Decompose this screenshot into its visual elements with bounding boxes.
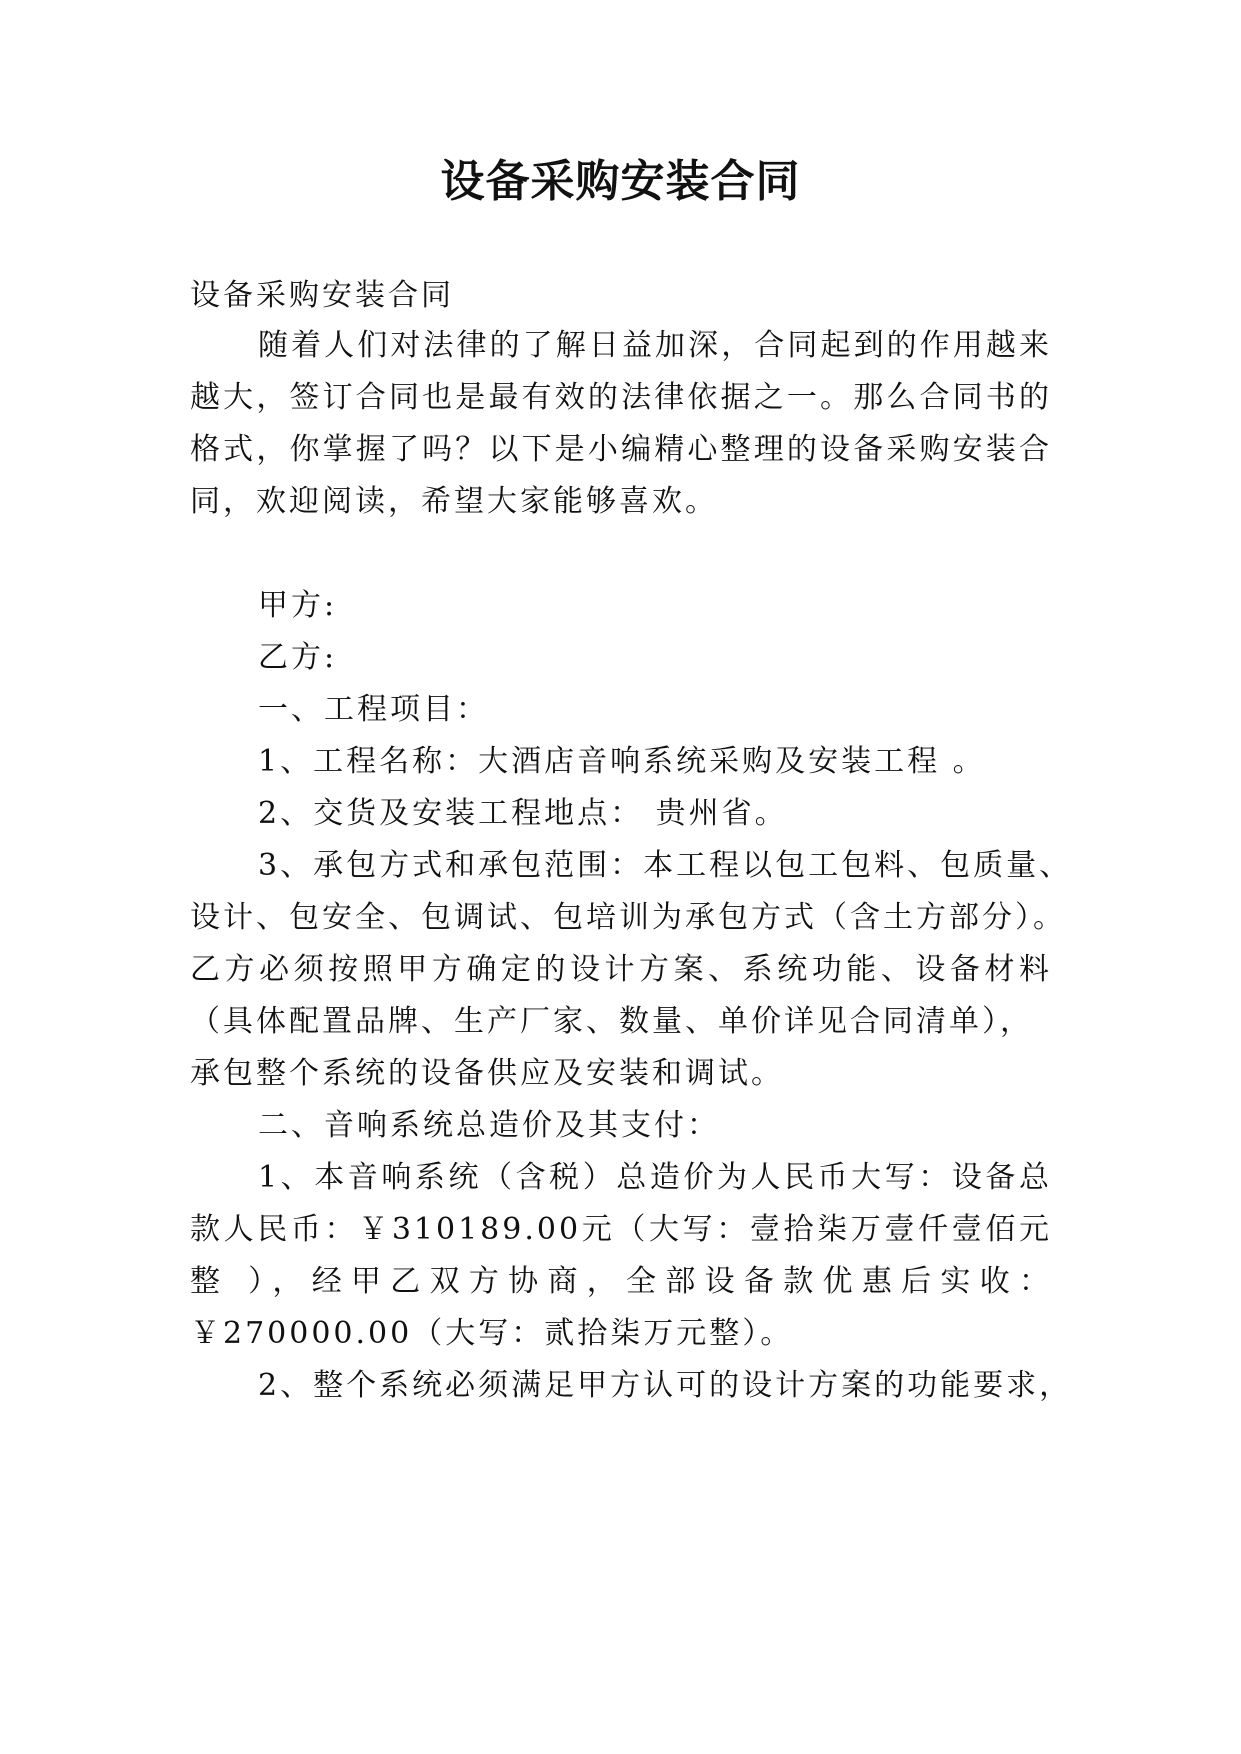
clause-line: 设计、包安全、包调试、包培训为承包方式（含土方部分）。 <box>190 900 1066 935</box>
document-subtitle: 设备采购安装合同 <box>190 278 454 313</box>
clause-line: （具体配置品牌、生产厂家、数量、单价详见合同清单）， <box>190 1004 1033 1039</box>
intro-line: 越大，签订合同也是最有效的法律依据之一。那么合同书的 <box>190 380 1052 415</box>
clause-line: 3、承包方式和承包范围：本工程以包工包料、包质量、 <box>258 848 1073 883</box>
clause-line: 乙方必须按照甲方确定的设计方案、系统功能、设备材料 <box>190 952 1052 987</box>
section-heading: 二、音响系统总造价及其支付： <box>258 1108 720 1143</box>
document-title: 设备采购安装合同 <box>440 156 801 207</box>
party-a-label: 甲方: <box>258 588 338 623</box>
clause-line: 1、本音响系统（含税）总造价为人民币大写：设备总 <box>258 1160 1052 1195</box>
clause-line: 款人民币：￥310189.00元（大写：壹拾柒万壹仟壹佰元 <box>190 1212 1052 1247</box>
intro-line: 随着人们对法律的了解日益加深，合同起到的作用越来 <box>258 328 1052 363</box>
intro-line: 同，欢迎阅读，希望大家能够喜欢。 <box>190 484 718 519</box>
party-b-label: 乙方: <box>258 640 338 675</box>
clause-line: 承包整个系统的设备供应及安装和调试。 <box>190 1056 784 1091</box>
clause-line: ￥270000.00（大写：贰拾柒万元整）。 <box>190 1316 794 1351</box>
clause-item: 2、整个系统必须满足甲方认可的设计方案的功能要求， <box>258 1368 1073 1403</box>
clause-line: 整 ），经甲乙双方协商，全部设备款优惠后实收： <box>190 1264 1052 1299</box>
clause-item: 2、交货及安装工程地点： 贵州省。 <box>258 796 788 831</box>
clause-item: 1、工程名称：大酒店音响系统采购及安装工程 。 <box>258 744 986 779</box>
section-heading: 一、工程项目： <box>258 692 489 727</box>
intro-line: 格式，你掌握了吗？以下是小编精心整理的设备采购安装合 <box>190 432 1052 467</box>
